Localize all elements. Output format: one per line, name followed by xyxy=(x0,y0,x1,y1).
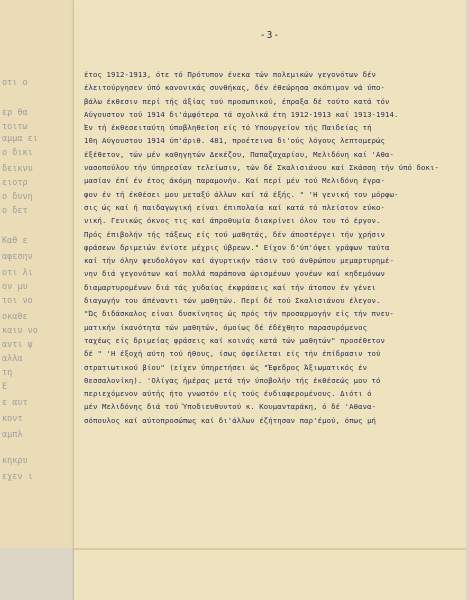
underlying-text-fragment: αντι ψ xyxy=(2,340,33,350)
text-line: νική. Γενικώς όκνος τις καί άπροθυμία διακρίνει όλον του τό έργον. xyxy=(84,216,381,226)
underlying-text-fragment: οκαθε xyxy=(2,312,28,322)
text-line: μέν Μελιδόνης διά τού Ύποδιευθυντού κ. Κουμανταράκη, ό δέ 'Αθανα- xyxy=(84,402,377,412)
text-line: σις ώς καί ή παιδαγωγική είναι έπιπολαία καί κατά τό πλείστον εύκο- xyxy=(84,202,386,212)
underlying-text-fragment: τοιτω xyxy=(2,122,28,132)
underlying-text-fragment: ο δυνη xyxy=(2,192,33,202)
text-line: στρατιωτικού βίου" (είχεν ύπηρετήσει ώς "Έφεδρος Άξιωματικός έν xyxy=(84,362,368,372)
text-line: ταχέως είς δριμείας φράσεις καί κοινάς κατά τών μαθητών" προσέθετον xyxy=(84,335,386,345)
page-number: -3- xyxy=(259,30,281,41)
document-page xyxy=(74,0,466,600)
underlying-text-fragment: ο δετ xyxy=(2,206,28,216)
text-line: μασίαν έπί έν έτος άκόμη παραμονήν. Καί περί μέν τού Μελιδόνη έγρα- xyxy=(84,176,386,186)
text-line: έξέθετον, τών μέν καθηγητών Δεκέζου, Παπαζαχαρίου, Μελιδόνη καί 'Αθα- xyxy=(84,149,395,159)
text-line: έλειτούργησεν ύπό κανονικάς συνθήκας, δέν έθεώρησα σκόπιμον νά ύπο- xyxy=(84,83,386,93)
text-line: νην διά γεγονότων καί πολλά παράπονα ώρισμένων γονέων καί κηδεμόνων xyxy=(84,269,386,279)
underlying-text-fragment: ερ θα xyxy=(2,108,28,118)
text-line: έτος 1912-1913, ότε τό Πρότυπον ένεκα τών πολεμικών γεγονότων δέν xyxy=(84,70,377,79)
underlying-text-fragment: αμπλ xyxy=(2,430,23,440)
text-line: φον έν τή έκθέσει μου μεταξύ άλλων καί τά έξής. " 'Η γενική του μόρφω- xyxy=(84,189,399,199)
text-line: καί τήν όλην ψευδολόγον καί άγυρτικήν τάσιν τού άνθρώπου μεμαρτυρημέ- xyxy=(84,256,395,266)
underlying-text-fragment: ον μυ xyxy=(2,282,28,292)
underlying-text-fragment: οτι ο xyxy=(2,78,28,88)
underlying-text-fragment: οτι λι xyxy=(2,268,33,278)
underlying-text-fragment: ειοτρ xyxy=(2,178,28,188)
underlying-text-fragment: αλλα xyxy=(2,354,23,364)
underlying-text-fragment: κηκρυ xyxy=(2,456,28,466)
underlying-text-fragment: αφεσην xyxy=(2,252,33,262)
underlying-text-fragment: Καθ ε xyxy=(2,236,28,246)
text-line: νασοπούλου τήν ύπηρεσίαν τελείωσιν, τών δέ Σκαλισιάνου καί Σκάσση τήν ύπό δοκι- xyxy=(84,163,439,173)
underlying-text-fragment: ε αυτ xyxy=(2,398,28,408)
text-line: Έν τή έκθεσειταύτη ύποβληθείση είς τό Υπουργείον τής Παιδείας τή xyxy=(84,123,372,133)
underlying-text-fragment: δεικνυ xyxy=(2,164,33,174)
text-line: περιεχόμενον αύτής ήτο γνωστόν είς τούς ένδιαφερομένους. Διότι ό xyxy=(84,389,372,399)
underlying-text-fragment: τοι νο xyxy=(2,296,33,306)
text-line: βάλω έκθεσιν περί τής άξίας τού προσωπικού, έπραξα δέ τούτο κατά τόν xyxy=(84,96,390,106)
underlying-text-fragment: τη xyxy=(2,368,13,378)
text-line: Πρός έπιβολήν τής τάξεως είς τού μαθητάς, δέν άποστέργει τήν χρήσιν xyxy=(84,229,386,239)
text-line: Θεσσαλονίκη). 'Ολίγας ήμέρας μετά τήν ύποβολήν τής έκθέσεώς μου τό xyxy=(84,375,381,385)
text-line: 10η Αύγουστου 1914 ύπ'άριθ. 481, προέτεινα δι'ούς λόγους λεπτομερώς xyxy=(84,136,386,146)
text-line: δέ " 'Η έξοχή αύτη τού ήθους, ίσως όφείλεται είς τήν έπίδρασιν τού xyxy=(84,349,381,359)
text-line: σόπουλος καί αύτοπροσώπως καί δι'άλλων έζήτησαν παρ'έμού, όπως μή xyxy=(84,415,377,425)
body-text xyxy=(84,68,462,427)
text-line: διαγωγήν του άπέναντι τών μαθητών. Περί δέ τού Σκαλισιάνου έλεγον. xyxy=(84,296,381,306)
page-fold xyxy=(74,548,466,550)
text-line: "Ώς διδάσκαλος είναι δυσκίνητος ώς πρός τήν προσαρμογήν είς τήν πνευ- xyxy=(84,309,395,319)
text-line: ματικήν ίκανότητα τών μαθητών, όμοίως δέ έδέχθητο παρασυρόμενος xyxy=(84,322,368,332)
underlying-text-fragment: εχεν ι xyxy=(2,472,33,482)
underlying-text-fragment: κοντ xyxy=(2,414,23,424)
text-line: Αύγουστον τού 1914 δι'άμφότερα τά σχολικά έτη 1912-1913 καί 1913-1914. xyxy=(84,109,399,119)
underlying-text-fragment: αμμα ει xyxy=(2,134,38,144)
text-line: φράσεων δριμειών ένίοτε μέχρις ύβρεων." Είχον δ'ύπ'όψει γράφων ταύτα xyxy=(84,242,390,252)
underlying-text-fragment: ο δικι xyxy=(2,148,33,158)
underlying-text-fragment: Ε xyxy=(2,382,8,392)
text-line: διαμαρτυρομένων διά τάς χυδαίας έκφράσεις καί τήν άτοπον έν γένει xyxy=(84,282,377,292)
underlying-text-fragment: καιυ νο xyxy=(2,326,38,336)
underlying-page xyxy=(0,0,75,548)
